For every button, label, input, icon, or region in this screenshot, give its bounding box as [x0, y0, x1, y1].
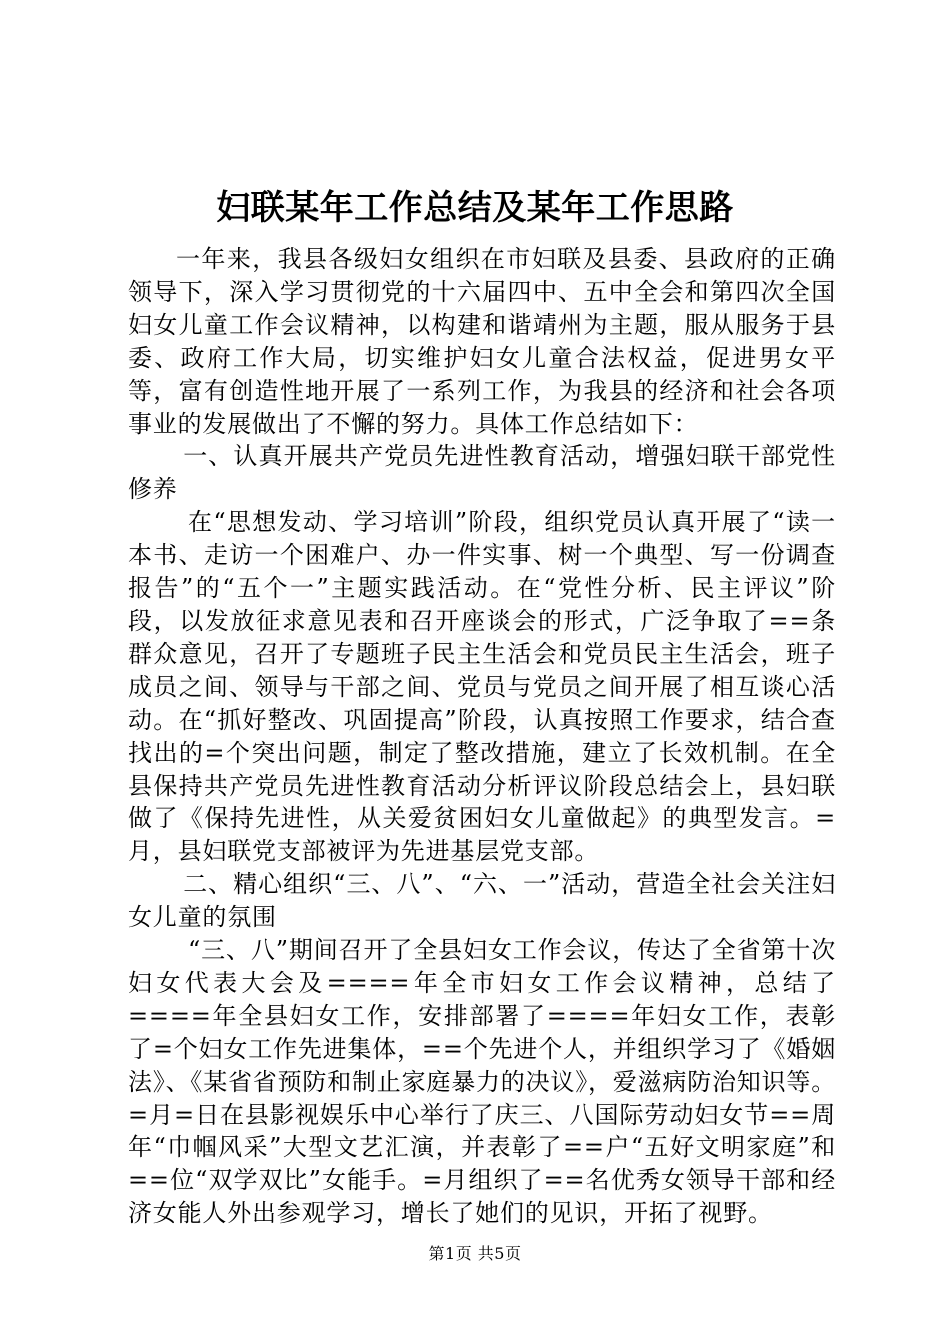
intro-paragraph: 一年来，我县各级妇女组织在市妇联及县委、县政府的正确领导下，深入学习贯彻党的十六届四中、五中全会和第四次全国妇女儿童工作会议精神，以构建和谐靖州为主题，服从服务于县委、政府工作大局，切实维护妇女儿童合法权益，促进男女平等，富有创造性地开展了一系列工作，为我县的经济和社会各项事业的发展做出了不懈的努力。具体工作总结如下：	[128, 245, 836, 438]
document-body	[128, 243, 836, 1230]
page-footer: 第1页 共5页	[428, 1244, 522, 1263]
section-2-paragraph: “三、八”期间召开了全县妇女工作会议，传达了全省第十次妇女代表大会及====年全市妇女工作会议精神，总结了====年全县妇女工作，安排部署了====年妇女工作，表彰了=个妇女工作先进集体，==个先进个人，并组织学习了《婚姻法》、《某省省预防和制止家庭暴力的决议》，爱滋病防治知识等。=月=日在县影视娱乐中心举行了庆三、八国际劳动妇女节==周年“巾帼风采”大型文艺汇演，并表彰了==户“五好文明家庭”和==位“双学双比”女能手。=月组织了==名优秀女领导干部和经济女能人外出参观学习，增长了她们的见识，开拓了视野。	[128, 936, 836, 1228]
section-heading-1: 一、认真开展共产党员先进性教育活动，增强妇联干部党性修养	[128, 442, 836, 504]
section-heading-2: 二、精心组织“三、八”、“六、一”活动，营造全社会关注妇女儿童的氛围	[128, 870, 836, 932]
document-title: 妇联某年工作总结及某年工作思路	[216, 188, 734, 228]
section-1-paragraph: 在“思想发动、学习培训”阶段，组织党员认真开展了“读一本书、走访一个困难户、办一件实事、树一个典型、写一份调查报告”的“五个一”主题实践活动。在“党性分析、民主评议”阶段，以发放征求意见表和召开座谈会的形式，广泛争取了==条群众意见，召开了专题班子民主生活会和党员民主生活会，班子成员之间、领导与干部之间、党员与党员之间开展了相互谈心活动。在“抓好整改、巩固提高”阶段，认真按照工作要求，结合查找出的=个突出问题，制定了整改措施，建立了长效机制。在全县保持共产党员先进性教育活动分析评议阶段总结会上，县妇联做了《保持先进性，从关爱贫困妇女儿童做起》的典型发言。=月，县妇联党支部被评为先进基层党支部。	[128, 508, 836, 866]
